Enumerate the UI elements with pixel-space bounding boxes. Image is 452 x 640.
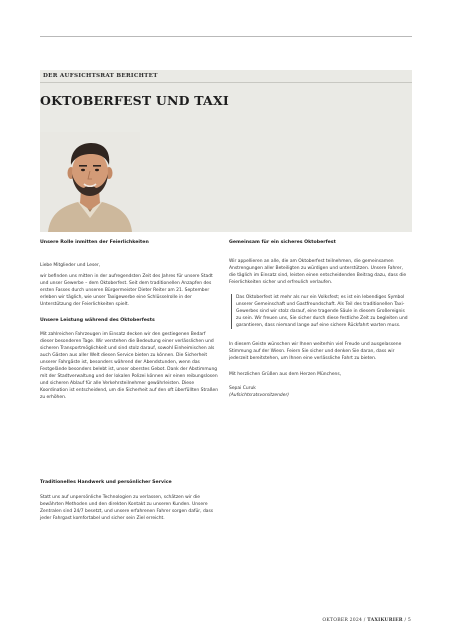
portrait-image bbox=[40, 132, 140, 232]
right-column bbox=[229, 239, 409, 399]
wishes-paragraph: In diesem Geiste wünschen wir Ihnen weiterhin viel Freude und ausgelassene Stimmung auf der Wiesn. Feiern Sie sicher und denken Sie daran, dass wir jederzeit bereitstehen, um Ihnen eine verlässliche Fahrt zu bieten. bbox=[229, 342, 402, 361]
section-label-divider bbox=[40, 82, 412, 83]
heading-performance: Unsere Leistung während des Oktoberfests bbox=[40, 318, 155, 323]
performance-paragraph: Mit zahlreichen Fahrzeugen im Einsatz decken wir den gestiegenen Bedarf dieser besonderen Tage. Wir verstehen die Bedeutung einer verlässlichen und sicheren Transportmöglichkeit und sind stolz darauf, sowohl Einheimischen als auch Gästen aus aller Welt diesen Service bieten zu können. Die Sicherheit unserer Fahrgäste ist, besonders während der Abendstunden, wenn das Festgelände besonders belebt ist, unser oberstes Gebot. Dank der Abstimmung mit der Stadtverwaltung und der lokalen Polizei können wir einen reibungslosen und sicheren Ablauf für alle Verkehrsteilnehmer gewährleisten. Diese Koordination ist entscheidend, um die Sicherheit auf den oft überfüllten Straßen zu erhöhen. bbox=[40, 332, 219, 400]
bottom-section bbox=[40, 479, 220, 522]
top-divider bbox=[40, 36, 412, 37]
page-footer bbox=[322, 618, 411, 623]
page-title: OKTOBERFEST UND TAXI bbox=[40, 93, 229, 108]
left-column bbox=[40, 239, 220, 401]
author-portrait bbox=[40, 132, 140, 232]
footer-publication: TAXIKURIER bbox=[367, 618, 403, 623]
section-label: DER AUFSICHTSRAT BERICHTET bbox=[43, 73, 158, 79]
traditional-service-paragraph: Statt uns auf unpersönliche Technologien zu verlassen, schätzen wir die bewährten Methoden und den direkten Kontakt zu unseren Kunden. Unsere Zentralen sind 24/7 besetzt, und unsere erfahrenen Fahrer sorgen dafür, dass jeder Fahrgast komfortabel und sicher sein Ziel erreicht. bbox=[40, 495, 214, 521]
heading-safe-oktoberfest: Gemeinsam für ein sicheres Oktoberfest bbox=[229, 240, 336, 245]
greeting-text: Liebe Mitglieder und Leser, bbox=[40, 263, 101, 268]
appeal-paragraph: Wir appellieren an alle, die am Oktoberfest teilnehmen, die gemeinsamen Anstrengungen aller Beteiligten zu würdigen und unterstützen. Unsere Fahrer, die täglich im Einsatz sind, leisten einen entscheidenden Beitrag dazu, dass die Feierlichkeiten sicher und erfreulich verlaufen. bbox=[229, 259, 407, 285]
intro-paragraph: wir befinden uns mitten in der aufregendsten Zeit des Jahres für unsere Stadt und unser Gewerbe – dem Oktoberfest. Seit dem traditionellen Anzapfen des ersten Fasses durch unseren Bürgermeister Dieter Reiter am 21. September erleben wir täglich, wie unser Taxigewerbe eine Schlüsselrolle in der Unterstützung der Feierlichkeiten spielt. bbox=[40, 274, 213, 307]
signature-role: (Aufsichtsratsvorsitzender) bbox=[229, 393, 290, 398]
pull-quote: Das Oktoberfest ist mehr als nur ein Volksfest; es ist ein lebendiges Symbol unserer Gemeinschaft und Gastfreundschaft. Als Teil des traditionellen Taxi-Gewerbes sind wir stolz darauf, eine tragende Säule in diesem Großereignis zu sein. Wir freuen uns, Sie sicher durch diese festliche Zeit zu begleiten und garantieren, dass niemand lange auf eine sichere Rückfahrt warten muss. bbox=[231, 294, 409, 329]
heading-role-in-festivities: Unsere Rolle inmitten der Feierlichkeiten bbox=[40, 240, 149, 245]
closing-greeting: Mit herzlichen Grüßen aus dem Herzen Münchens, bbox=[229, 372, 342, 377]
signature-name: Sepai Curuk bbox=[229, 386, 256, 391]
footer-date: OKTOBER 2024 / bbox=[322, 618, 368, 623]
footer-page-number: / 5 bbox=[402, 618, 411, 623]
heading-traditional-service: Traditionelles Handwerk und persönlicher Service bbox=[40, 480, 172, 485]
